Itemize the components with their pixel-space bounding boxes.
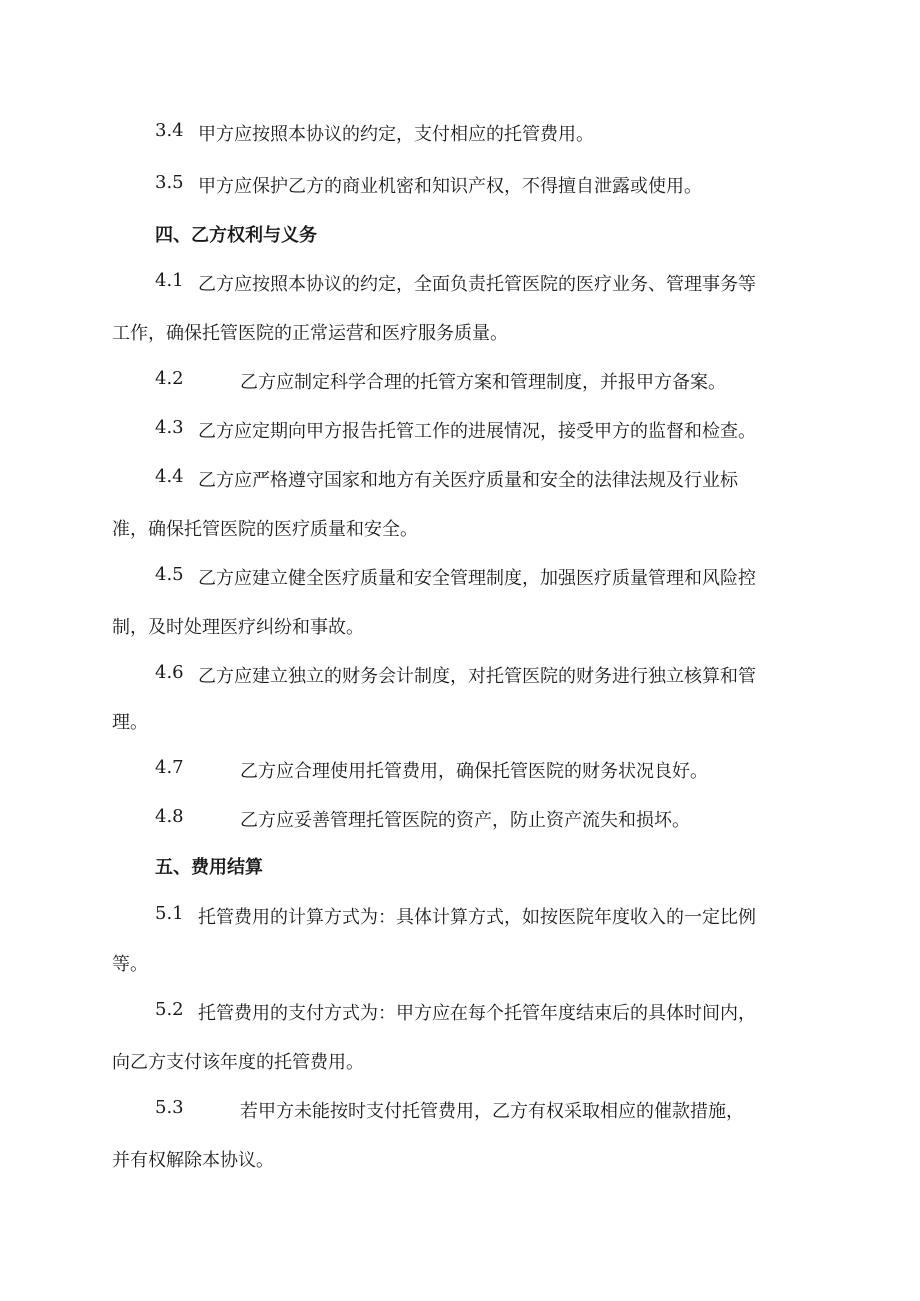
clause-text: 托管费用的计算方式为：具体计算方式，如按医院年度收入的一定比例 (198, 907, 756, 928)
clause-number: 3.5 (155, 172, 184, 193)
clause-number: 4.5 (155, 564, 184, 585)
clause-text-continued: 理。 (112, 712, 148, 733)
clause-number: 4.6 (155, 662, 184, 683)
section-heading-4: 四、乙方权利与义务 (155, 225, 317, 246)
clause-number: 4.1 (155, 270, 184, 291)
clause-text-continued: 工作，确保托管医院的正常运营和医疗服务质量。 (112, 323, 508, 344)
clause-text: 乙方应定期向甲方报告托管工作的进展情况，接受甲方的监督和检查。 (198, 421, 756, 442)
clause-text-continued: 制，及时处理医疗纠纷和事故。 (112, 617, 364, 638)
clause-text-continued: 准，确保托管医院的医疗质量和安全。 (112, 519, 418, 540)
clause-number: 4.2 (155, 368, 184, 389)
clause-text: 若甲方未能按时支付托管费用，乙方有权采取相应的催款措施， (240, 1101, 744, 1122)
section-heading-5: 五、费用结算 (155, 857, 263, 878)
clause-text: 乙方应妥善管理托管医院的资产，防止资产流失和损坏。 (240, 810, 690, 831)
clause-text: 乙方应建立健全医疗质量和安全管理制度，加强医疗质量管理和风险控 (198, 568, 756, 589)
clause-text: 乙方应按照本协议的约定，全面负责托管医院的医疗业务、管理事务等 (198, 274, 756, 295)
clause-number: 4.4 (155, 466, 184, 487)
clause-number: 4.3 (155, 417, 184, 438)
clause-number: 4.7 (155, 757, 184, 778)
clause-number: 5.2 (155, 999, 184, 1020)
clause-text: 乙方应建立独立的财务会计制度，对托管医院的财务进行独立核算和管 (198, 666, 756, 687)
clause-number: 4.8 (155, 806, 184, 827)
clause-text-continued: 向乙方支付该年度的托管费用。 (112, 1052, 364, 1073)
clause-text: 乙方应制定科学合理的托管方案和管理制度，并报甲方备案。 (240, 372, 726, 393)
clause-text: 乙方应严格遵守国家和地方有关医疗质量和安全的法律法规及行业标 (198, 470, 738, 491)
clause-text-continued: 并有权解除本协议。 (112, 1150, 274, 1171)
clause-number: 3.4 (155, 120, 184, 141)
clause-text: 乙方应合理使用托管费用，确保托管医院的财务状况良好。 (240, 761, 708, 782)
clause-text-continued: 等。 (112, 954, 148, 975)
clause-text: 甲方应保护乙方的商业机密和知识产权，不得擅自泄露或使用。 (198, 176, 702, 197)
clause-number: 5.1 (155, 903, 184, 924)
clause-text: 甲方应按照本协议的约定，支付相应的托管费用。 (198, 124, 594, 145)
clause-text: 托管费用的支付方式为：甲方应在每个托管年度结束后的具体时间内， (198, 1003, 756, 1024)
clause-number: 5.3 (155, 1097, 184, 1118)
